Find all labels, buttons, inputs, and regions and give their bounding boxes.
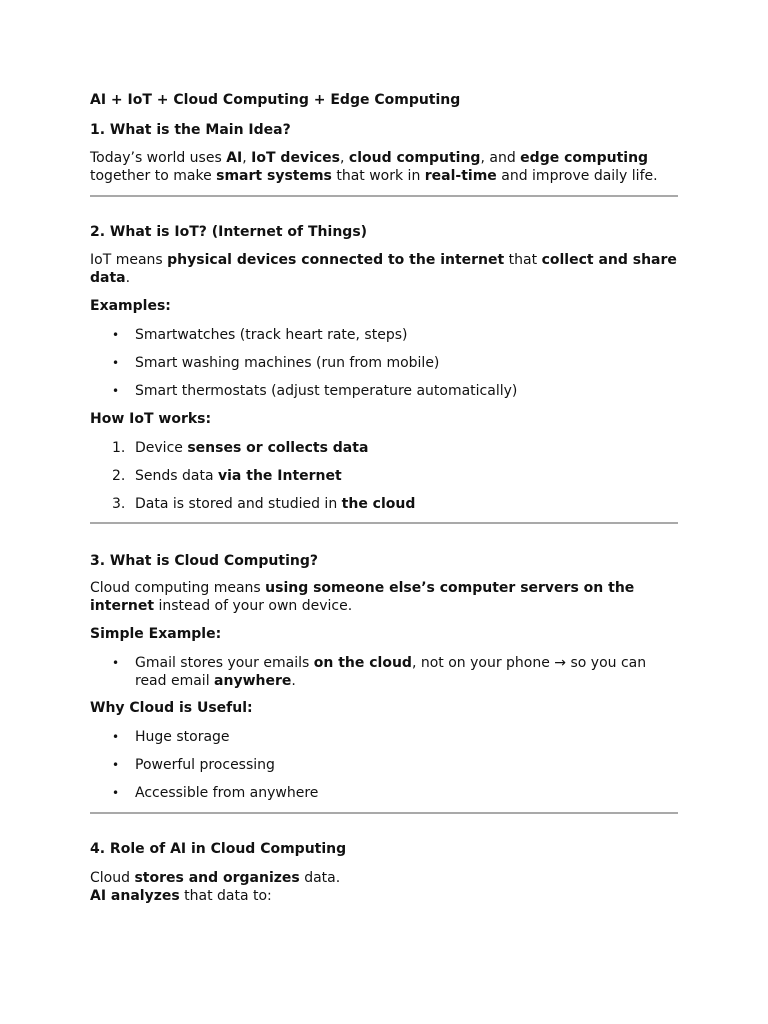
bullet-icon: • xyxy=(112,656,120,670)
bold-text: using someone else’s computer servers on the internet xyxy=(90,580,635,614)
step-number: 3. xyxy=(112,496,126,512)
list-item: Huge storage xyxy=(135,729,230,745)
divider xyxy=(90,195,678,197)
bold-text: real-time xyxy=(424,168,497,184)
bold-text: AI xyxy=(226,150,243,166)
section-4-line-1: Cloud stores and organizes data. xyxy=(90,870,341,886)
list-item: Smart washing machines (run from mobile) xyxy=(135,355,440,371)
bold-text: smart systems xyxy=(216,168,332,184)
bold-text: AI analyzes xyxy=(90,888,180,904)
list-item: Smartwatches (track heart rate, steps) xyxy=(135,327,408,343)
section-4-heading: 4. Role of AI in Cloud Computing xyxy=(90,841,347,857)
list-item: Device senses or collects data xyxy=(135,440,369,456)
bold-text: edge computing xyxy=(520,150,649,166)
bullet-icon: • xyxy=(112,786,120,800)
bold-text: physical devices connected to the internet xyxy=(167,252,505,268)
bold-text: IoT devices xyxy=(251,150,340,166)
bullet-icon: • xyxy=(112,384,120,398)
section-2-heading: 2. What is IoT? (Internet of Things) xyxy=(90,224,368,240)
bold-text: senses or collects data xyxy=(187,440,369,456)
divider xyxy=(90,812,678,814)
list-item: Gmail stores your emails on the cloud, not on your phone → so you can read email anywhere. xyxy=(135,655,647,689)
bullet-icon: • xyxy=(112,328,120,342)
why-cloud-label: Why Cloud is Useful: xyxy=(90,700,253,716)
section-3-heading: 3. What is Cloud Computing? xyxy=(90,553,318,569)
document-title: AI + IoT + Cloud Computing + Edge Computing xyxy=(90,92,461,108)
section-1-heading: 1. What is the Main Idea? xyxy=(90,122,291,138)
list-item: Accessible from anywhere xyxy=(135,785,319,801)
list-item: Data is stored and studied in the cloud xyxy=(135,496,416,512)
bold-text: collect and share data xyxy=(90,252,677,286)
section-1-paragraph: Today’s world uses AI, IoT devices, cloud computing, and edge computing together to make smart systems that work in real-time and improve daily life. xyxy=(90,150,658,184)
bold-text: anywhere xyxy=(214,673,292,689)
bullet-icon: • xyxy=(112,730,120,744)
bullet-icon: • xyxy=(112,758,120,772)
bold-text: stores and organizes xyxy=(134,870,300,886)
bold-text: via the Internet xyxy=(218,468,342,484)
step-number: 2. xyxy=(112,468,126,484)
section-4-line-2: AI analyzes that data to: xyxy=(90,888,272,904)
simple-example-label: Simple Example: xyxy=(90,626,222,642)
bold-text: the cloud xyxy=(341,496,416,512)
examples-label: Examples: xyxy=(90,298,171,314)
list-item: Smart thermostats (adjust temperature automatically) xyxy=(135,383,518,399)
bold-text: on the cloud xyxy=(313,655,412,671)
step-number: 1. xyxy=(112,440,126,456)
bullet-icon: • xyxy=(112,356,120,370)
list-item: Sends data via the Internet xyxy=(135,468,342,484)
section-3-paragraph: Cloud computing means using someone else’s computer servers on the internet instead of your own device. xyxy=(90,580,635,614)
section-2-paragraph: IoT means physical devices connected to the internet that collect and share data. xyxy=(90,252,677,286)
bold-text: cloud computing xyxy=(348,150,481,166)
list-item: Powerful processing xyxy=(135,757,275,773)
divider xyxy=(90,522,678,524)
how-iot-works-label: How IoT works: xyxy=(90,411,212,427)
